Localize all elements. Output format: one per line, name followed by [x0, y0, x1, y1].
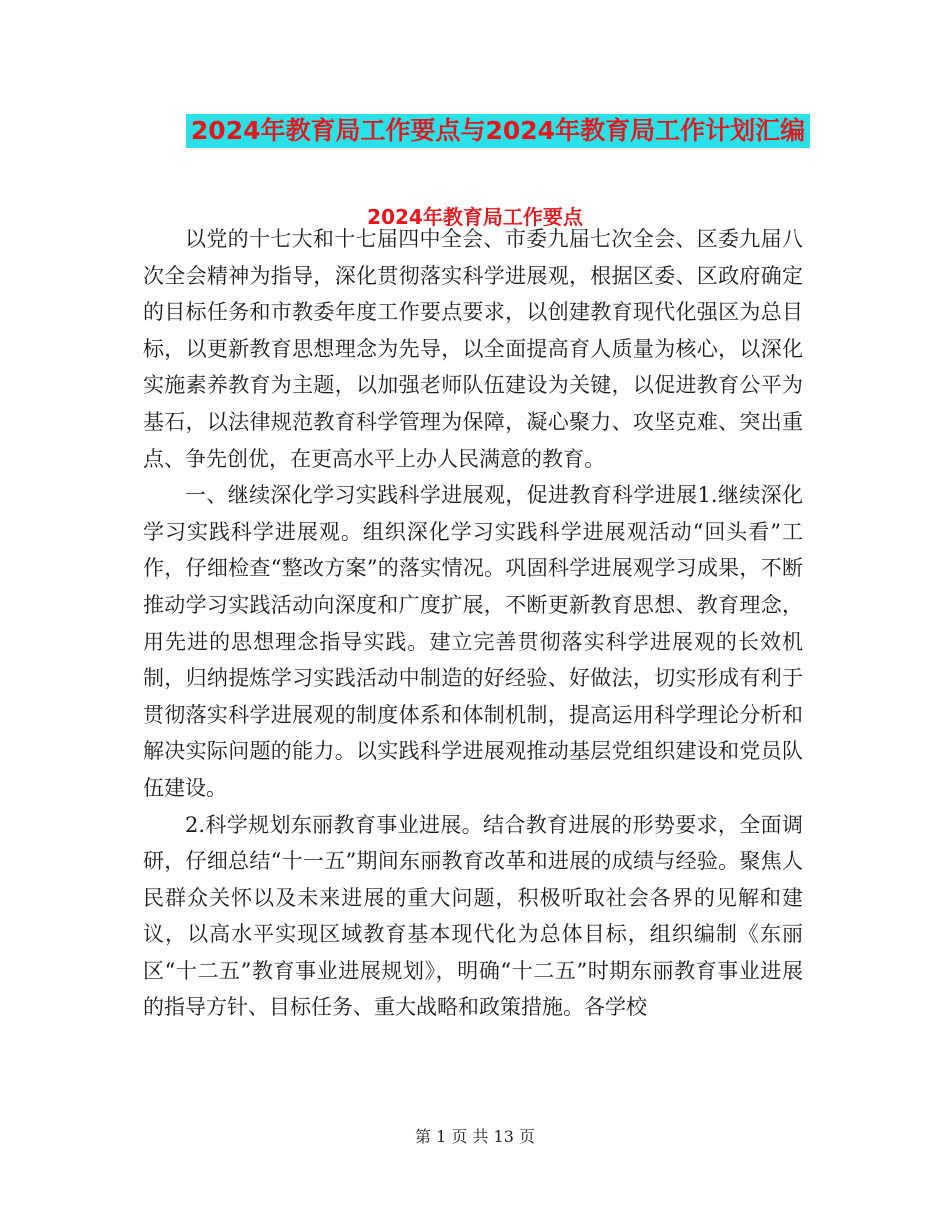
document-title: 2024年教育局工作要点与2024年教育局工作计划汇编	[186, 114, 810, 148]
section-title: 2024年教育局工作要点	[367, 205, 583, 229]
paragraph-item-1: 一、继续深化学习实践科学进展观，促进教育科学进展1.继续深化学习实践科学进展观。组织深化学习实践科学进展观活动“回头看”工作，仔细检查“整改方案”的落实情况。巩固科学进展观学习成果，不断推动学习实践活动向深度和广度扩展，不断更新教育思想、教育理念，用先进的思想理念指导实践。建立完善贯彻落实科学进展观的长效机制，归纳提炼学习实践活动中制造的好经验、好做法，切实形成有利于贯彻落实科学进展观的制度体系和体制机制，提高运用科学理论分析和解决实际问题的能力。以实践科学进展观推动基层党组织建设和党员队伍建设。	[143, 483, 803, 800]
paragraph-intro: 以党的十七大和十七届四中全会、市委九届七次全会、区委九届八次全会精神为指导，深化贯彻落实科学进展观，根据区委、区政府确定的目标任务和市教委年度工作要点要求，以创建教育现代化强区为总目标，以更新教育思想理念为先导，以全面提高育人质量为核心，以深化实施素养教育为主题，以加强老师队伍建设为关键，以促进教育公平为基石，以法律规范教育科学管理为保障，凝心聚力、攻坚克难、突出重点、争先创优，在更高水平上办人民满意的教育。	[143, 227, 803, 471]
body-text	[143, 221, 803, 1026]
page-footer: 第 1 页 共 13 页	[415, 1127, 535, 1146]
paragraph-item-2: 2.科学规划东丽教育事业进展。结合教育进展的形势要求，全面调研，仔细总结“十一五”期间东丽教育改革和进展的成绩与经验。聚焦人民群众关怀以及未来进展的重大问题，积极听取社会各界的见解和建议，以高水平实现区域教育基本现代化为总体目标，组织编制《东丽区“十二五”教育事业进展规划》，明确“十二五”时期东丽教育事业进展的指导方针、目标任务、重大战略和政策措施。各学校	[143, 812, 803, 1020]
